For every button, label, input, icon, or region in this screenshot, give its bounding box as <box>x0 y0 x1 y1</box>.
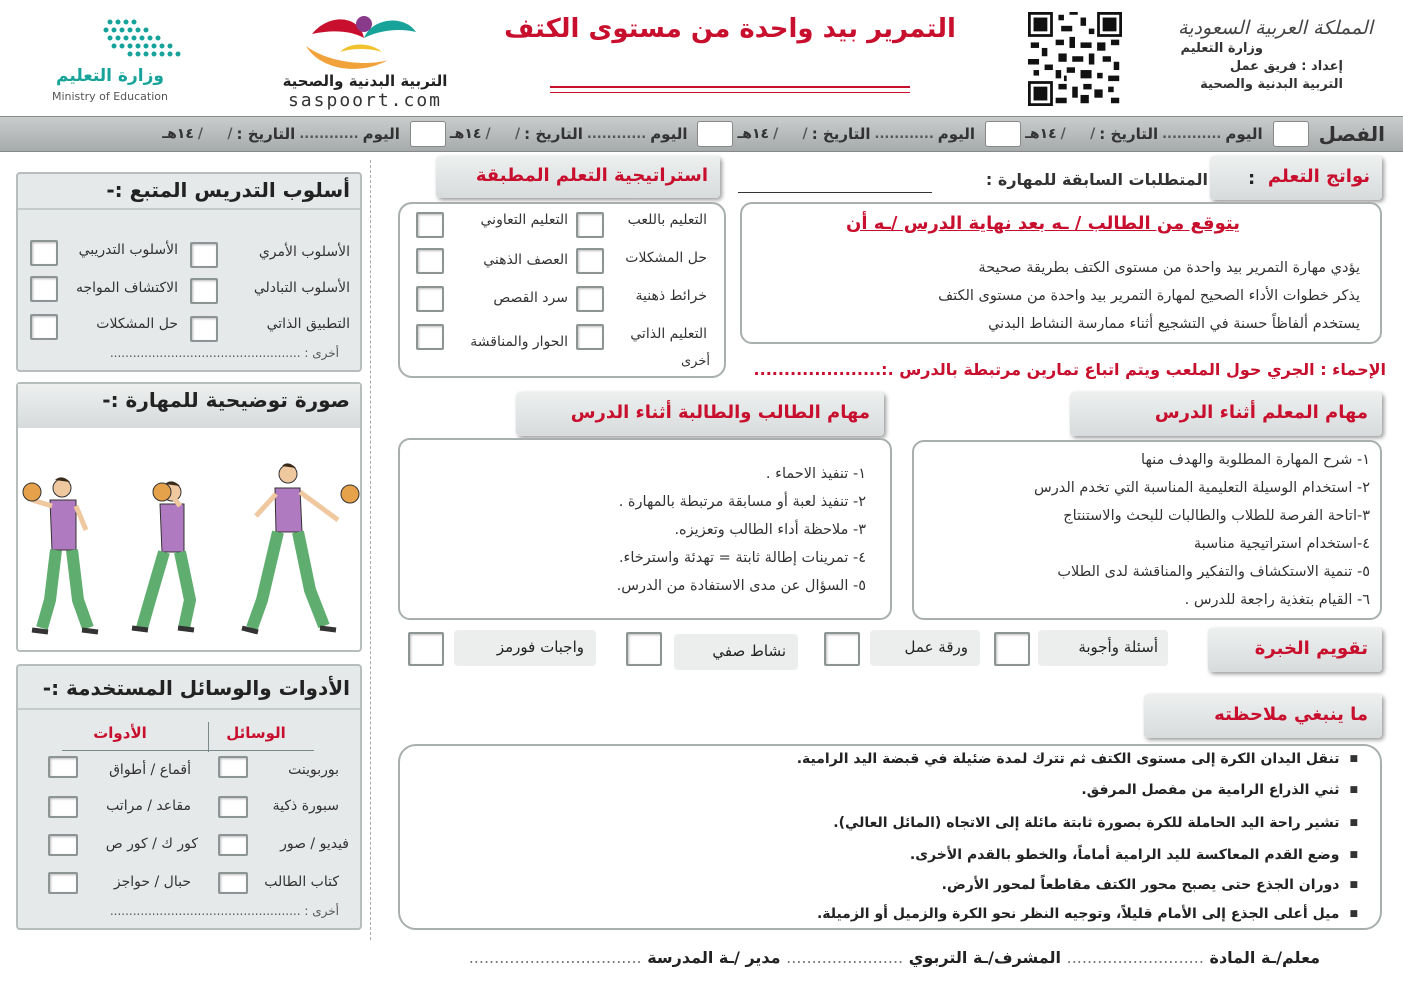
date-label: التاريخ : <box>811 125 871 143</box>
teacher-task: ٤-استخدام استراتيجية مناسبة <box>1193 536 1370 552</box>
eval-checkbox-4[interactable] <box>408 632 444 666</box>
ball-icon <box>341 485 359 503</box>
warmup-label: الإحماء : <box>1320 360 1386 379</box>
means-checkbox[interactable] <box>218 834 248 856</box>
hijri-label: ١٤هـ <box>162 126 194 142</box>
note-item: ■ ثني الذراع الرامية من مفصل المرفق. <box>420 774 1358 807</box>
strategy-label: التعليم باللعب <box>627 212 707 228</box>
outcomes-tab: نواتج التعلم <box>1210 156 1382 200</box>
means-checkbox[interactable] <box>218 756 248 778</box>
date-entry-4: اليوم ............ التاريخ : / / ١٤هـ <box>162 125 400 143</box>
style-checkbox[interactable] <box>190 242 218 268</box>
strategy-label: التعليم الذاتي <box>630 326 707 342</box>
strategy-label: الحوار والمناقشة <box>470 334 568 350</box>
skill-illustration <box>20 460 360 640</box>
figure-3-icon <box>32 477 98 632</box>
outcomes-heading: يتوقع من الطالب / ـه بعد نهاية الدرس /ـه أن <box>846 213 1240 234</box>
student-tasks-list <box>420 460 866 600</box>
warmup-text: الجري حول الملعب ويتم اتباع تمارين مرتبطة بالدرس .:..................... <box>753 360 1315 379</box>
strategy-checkbox[interactable] <box>416 324 444 350</box>
outcome-item: يؤدي مهارة التمرير بيد واحدة من مستوى الكتف بطريقة صحيحة <box>978 260 1360 276</box>
eval-checkbox-1[interactable] <box>994 632 1030 666</box>
means-checkbox[interactable] <box>218 872 248 894</box>
tools-label: كور ك / كور ص <box>105 836 198 852</box>
note-item: ■ تنقل اليدان الكرة إلى مستوى الكتف ثم تترك لمدة ضئيلة في قبضة اليد الرامية. <box>420 744 1358 774</box>
strategy-checkbox[interactable] <box>576 248 604 274</box>
outcome-item: يذكر خطوات الأداء الصحيح لمهارة التمرير بيد واحدة من مستوى الكتف <box>938 288 1360 304</box>
footer-signatures: معلم/ـة المادة ........................... المشرف/ـة التربوي ....................... مدير /ـة المدرسة .................................. <box>468 948 1320 967</box>
site-name-ar: التربية البدنية والصحية <box>282 72 448 90</box>
strategy-label: التعليم التعاوني <box>480 212 568 228</box>
note-item: ■ وضع القدم المعاكسة لليد الرامية أماماً، والخطو بالقدم الأخرى. <box>420 839 1358 872</box>
tools-label: أقماع / أطواق <box>109 762 191 778</box>
illustration-title: صورة توضيحية للمهارة :- <box>102 388 350 412</box>
moe-name-ar: وزارة التعليم <box>56 66 164 86</box>
date-entry-1: اليوم ............ التاريخ : / / ١٤هـ <box>985 121 1263 147</box>
moe-logo-icon <box>100 16 190 66</box>
hijri-label: ١٤هـ <box>737 126 770 142</box>
notes-tab: ما ينبغي ملاحظته <box>1144 694 1382 738</box>
outcomes-colon: : <box>1248 168 1256 189</box>
prepared-dept: التربية البدنية والصحية <box>1200 77 1343 92</box>
strategy-checkbox[interactable] <box>416 248 444 274</box>
strategy-other: أخرى <box>681 354 710 369</box>
tools-checkbox[interactable] <box>48 872 78 894</box>
teacher-signature: معلم/ـة المادة <box>1209 948 1320 967</box>
style-checkbox[interactable] <box>190 316 218 342</box>
day-box[interactable] <box>410 121 446 147</box>
student-task: ٥- السؤال عن مدى الاستفادة من الدرس. <box>616 578 866 594</box>
date-label: التاريخ : <box>524 125 583 143</box>
teaching-style-panel <box>16 172 362 372</box>
eval-option-3: نشاط صفي <box>674 634 798 670</box>
tools-other: أخرى : .................................................. <box>109 904 339 918</box>
strategy-checkbox[interactable] <box>576 286 604 312</box>
qr-code <box>1024 12 1126 106</box>
strategy-label: حل المشكلات <box>625 250 707 266</box>
figure-1-icon <box>242 463 338 632</box>
eval-checkbox-3[interactable] <box>626 632 662 666</box>
date-entry-3: اليوم ............ التاريخ : / / ١٤هـ <box>410 121 688 147</box>
date-bar-content <box>162 118 1385 150</box>
hijri-label: ١٤هـ <box>1025 126 1057 142</box>
strategy-label: خرائط ذهنية <box>635 288 707 304</box>
pe-logo-icon <box>300 12 420 78</box>
means-label: كتاب الطالب <box>264 874 339 890</box>
notes-list <box>420 744 1358 930</box>
eval-option-2: ورقة عمل <box>870 630 980 666</box>
lesson-title: التمرير بيد واحدة من مستوى الكتف <box>504 14 956 44</box>
strategy-checkbox[interactable] <box>416 286 444 312</box>
style-checkbox[interactable] <box>30 314 58 340</box>
day-box[interactable] <box>985 121 1021 147</box>
student-tasks-tab: مهام الطالب والطالبة أثناء الدرس <box>516 392 884 436</box>
strategy-checkbox[interactable] <box>576 324 604 350</box>
hijri-label: ١٤هـ <box>449 126 482 142</box>
strategy-label: العصف الذهني <box>483 252 568 268</box>
means-label: سبورة ذكية <box>272 798 339 814</box>
date-label: التاريخ : <box>1099 125 1159 143</box>
student-task: ١- تنفيذ الاحماء . <box>765 466 866 482</box>
day-box[interactable] <box>697 121 733 147</box>
tools-label: حبال / حواجز <box>113 874 191 890</box>
strategies-tab: استراتيجية التعلم المطبقة <box>436 156 720 198</box>
teaching-style-title: أسلوب التدريس المتبع :- <box>106 178 350 202</box>
tools-label: مقاعد / مراتب <box>106 798 191 814</box>
col-means-header: الوسائل <box>226 724 286 742</box>
tools-header-line <box>62 750 314 751</box>
strategy-label: سرد القصص <box>493 290 568 306</box>
teaching-style-header-bg <box>18 208 360 210</box>
class-box[interactable] <box>1273 121 1309 147</box>
style-label: الأسلوب الأمري <box>258 244 350 260</box>
style-checkbox[interactable] <box>30 276 58 302</box>
strategy-checkbox[interactable] <box>576 212 604 238</box>
title-underline-2 <box>550 92 910 93</box>
style-label: حل المشكلات <box>96 316 178 332</box>
prepared-by: إعداد : فريق عمل <box>1229 59 1343 74</box>
day-label: اليوم <box>362 125 400 143</box>
style-label: الأسلوب التدريبي <box>78 242 178 258</box>
student-task: ٣- ملاحظة أداء الطالب وتعزيزه. <box>674 522 866 538</box>
ministry-name: وزارة التعليم <box>1180 41 1263 56</box>
ball-icon <box>23 483 41 501</box>
teacher-tasks-tab: مهام المعلم أثناء الدرس <box>1070 392 1382 436</box>
means-label: فيديو / صور <box>280 836 349 852</box>
eval-checkbox-2[interactable] <box>824 632 860 666</box>
tools-checkbox[interactable] <box>48 796 78 818</box>
prereq-label: المتطلبات السابقة للمهارة : <box>985 170 1208 189</box>
outcome-item: يستخدم ألفاظاً حسنة في التشجيع أثناء ممارسة النشاط البدني <box>988 316 1360 332</box>
teacher-task: ٢- استخدام الوسيلة التعليمية المناسبة التي تخدم الدرس <box>1034 480 1370 496</box>
teacher-task: ١- شرح المهارة المطلوبة والهدف منها <box>1141 452 1370 468</box>
outcomes-list <box>760 254 1360 338</box>
teacher-task: ٣-اتاحة الفرصة للطلاب والطالبات للبحث والاستنتاج <box>1063 508 1370 524</box>
strategy-checkbox[interactable] <box>416 212 444 238</box>
style-checkbox[interactable] <box>30 240 58 266</box>
class-label: الفصل <box>1318 122 1385 146</box>
teacher-task: ٥- تنمية الاستكشاف والتفكير والمناقشة لدى الطلاب <box>1057 564 1370 580</box>
evaluation-tab: تقويم الخبرة <box>1208 628 1382 672</box>
tools-title: الأدوات والوسائل المستخدمة :- <box>42 676 350 700</box>
student-task: ٤- تمرينات إطالة ثابتة = تهدئة واسترخاء. <box>618 550 866 566</box>
prereq-line <box>738 192 932 193</box>
eval-option-1: أسئلة وأجوبة <box>1038 630 1168 666</box>
means-checkbox[interactable] <box>218 796 248 818</box>
tools-header-bg <box>18 708 360 710</box>
tools-checkbox[interactable] <box>48 834 78 856</box>
note-item: ■ ميل أعلى الجذع إلى الأمام قليلاً، وتوجيه النظر نحو الكرة والزميل أو الزميلة. <box>420 898 1358 931</box>
style-checkbox[interactable] <box>190 278 218 304</box>
style-label: الأسلوب التبادلي <box>253 280 350 296</box>
note-item: ■ تشير راحة اليد الحاملة للكرة بصورة ثابتة مائلة إلى الاتجاه (المائل العالي). <box>420 807 1358 840</box>
student-task: ٢- تنفيذ لعبة أو مسابقة مرتبطة بالمهارة . <box>618 494 866 510</box>
eval-option-4: واجبات فورمز <box>454 630 596 666</box>
kingdom-name: المملكة العربية السعودية <box>1178 17 1373 39</box>
teacher-tasks-list <box>920 446 1370 614</box>
col-tools-header: الأدوات <box>93 724 147 742</box>
date-entry-2: اليوم ............ التاريخ : / / ١٤هـ <box>697 121 975 147</box>
column-divider <box>370 160 371 940</box>
style-label: الاكتشاف المواجه <box>75 280 178 296</box>
day-label: اليوم <box>650 125 688 143</box>
ball-icon <box>153 483 171 501</box>
day-label: اليوم <box>1225 125 1263 143</box>
means-label: بوربوينت <box>288 762 339 778</box>
tools-checkbox[interactable] <box>48 756 78 778</box>
supervisor-signature: المشرف/ـة التربوي <box>908 948 1062 967</box>
kingdom-header <box>1143 16 1373 94</box>
teacher-task: ٦- القيام بتغذية راجعة للدرس . <box>1184 592 1370 608</box>
title-underline-1 <box>550 86 910 88</box>
warmup-line <box>700 360 1386 379</box>
style-label: التطبيق الذاتي <box>266 316 350 332</box>
day-label: اليوم <box>937 125 976 143</box>
style-other: أخرى : .................................................. <box>109 346 339 360</box>
site-url: saspoort.com <box>287 90 443 111</box>
date-label: التاريخ : <box>236 125 296 143</box>
principal-signature: مدير /ـة المدرسة <box>647 948 781 967</box>
note-item: ■ دوران الجذع حتى يصبح محور الكتف مقاطعاً لمحور الأرض. <box>420 872 1358 898</box>
figure-2-icon <box>132 481 194 630</box>
tools-col-divider <box>208 722 209 752</box>
moe-name-en: Ministry of Education <box>51 90 168 103</box>
